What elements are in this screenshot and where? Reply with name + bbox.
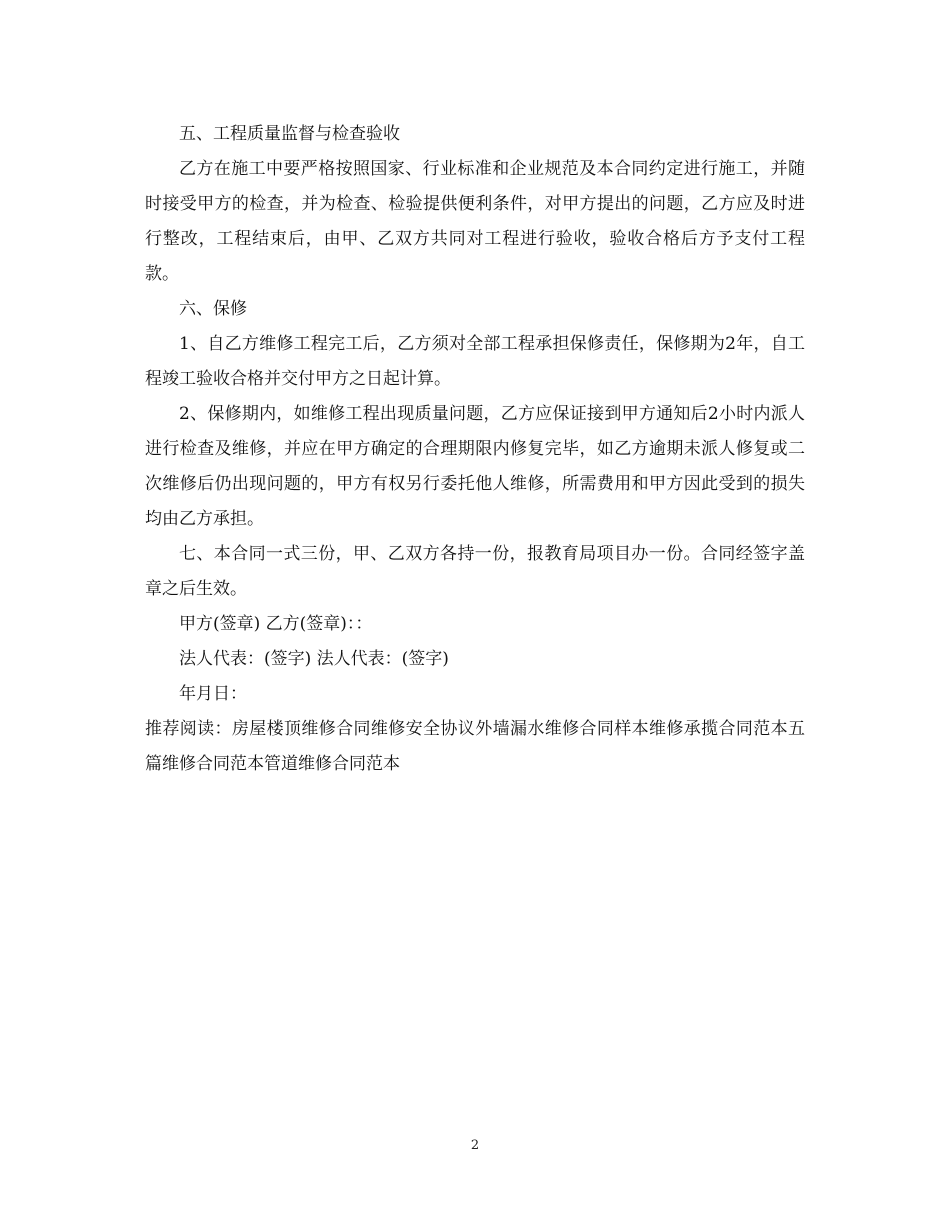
paragraph-warranty-period: 1、自乙方维修工程完工后，乙方须对全部工程承担保修责任，保修期为2年，自工程竣工验收合格并交付甲方之日起计算。 <box>145 334 805 389</box>
section-heading-warranty: 六、保修 <box>179 299 247 319</box>
paragraph-quality-inspection: 乙方在施工中要严格按照国家、行业标准和企业规范及本合同约定进行施工，并随时接受甲方的检查，并为检查、检验提供便利条件，对甲方提出的问题，乙方应及时进行整改，工程结束后，由甲、乙双方共同对工程进行验收，验收合格后方予支付工程款。 <box>145 159 805 284</box>
section-heading-quality: 五、工程质量监督与检查验收 <box>179 124 400 144</box>
signature-line-parties: 甲方(签章) 乙方(签章)：： <box>179 614 373 634</box>
paragraph-warranty-repair: 2、保修期内，如维修工程出现质量问题，乙方应保证接到甲方通知后2小时内派人进行检查及维修，并应在甲方确定的合理期限内修复完毕，如乙方逾期未派人修复或二次维修后仍出现问题的，甲方有权另行委托他人维修，所需费用和甲方因此受到的损失均由乙方承担。 <box>145 404 805 529</box>
paragraph-contract-copies: 七、本合同一式三份，甲、乙双方各持一份，报教育局项目办一份。合同经签字盖章之后生效。 <box>145 544 805 599</box>
signature-line-representatives: 法人代表：(签字) 法人代表：(签字) <box>179 649 449 669</box>
page-number: 2 <box>470 1138 480 1153</box>
recommended-reading: 推荐阅读：房屋楼顶维修合同维修安全协议外墙漏水维修合同样本维修承揽合同范本五篇维修合同范本管道维修合同范本 <box>145 719 805 774</box>
document-body <box>145 117 805 782</box>
date-line: 年月日： <box>179 684 247 704</box>
